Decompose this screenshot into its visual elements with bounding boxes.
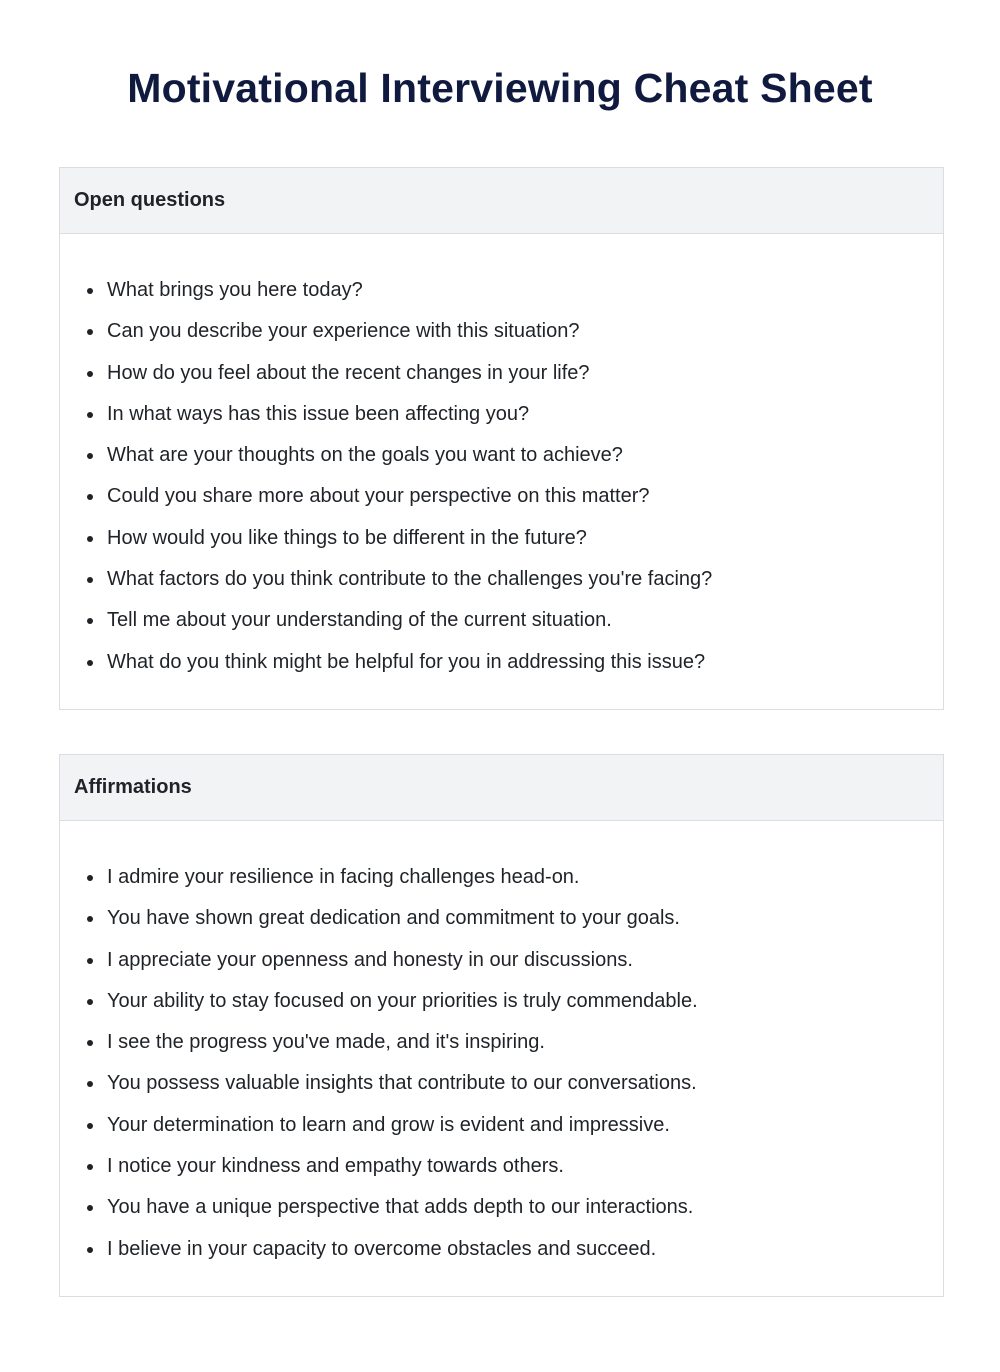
list-item: What do you think might be helpful for you in addressing this issue? — [86, 642, 943, 683]
list-item: Your ability to stay focused on your priorities is truly commendable. — [86, 981, 943, 1022]
list-item: I appreciate your openness and honesty in our discussions. — [86, 940, 943, 981]
list-item: In what ways has this issue been affecting you? — [86, 394, 943, 435]
section-header — [60, 168, 943, 234]
list-item: I admire your resilience in facing challenges head-on. — [86, 857, 943, 898]
list-item: You have a unique perspective that adds depth to our interactions. — [86, 1187, 943, 1228]
page-title: Motivational Interviewing Cheat Sheet — [127, 65, 873, 111]
affirmations-list — [60, 821, 943, 1270]
list-item: You possess valuable insights that contribute to our conversations. — [86, 1063, 943, 1104]
affirmations-section — [59, 754, 944, 1297]
list-item: Your determination to learn and grow is evident and impressive. — [86, 1105, 943, 1146]
list-item: You have shown great dedication and commitment to your goals. — [86, 898, 943, 939]
open-questions-section — [59, 167, 944, 710]
section-header — [60, 755, 943, 821]
list-item: Could you share more about your perspective on this matter? — [86, 476, 943, 517]
list-item: Tell me about your understanding of the current situation. — [86, 600, 943, 641]
section-title: Open questions — [74, 189, 226, 211]
open-questions-list — [60, 234, 943, 683]
list-item: Can you describe your experience with this situation? — [86, 311, 943, 352]
list-item: I see the progress you've made, and it's inspiring. — [86, 1022, 943, 1063]
list-item: What factors do you think contribute to the challenges you're facing? — [86, 559, 943, 600]
list-item: How do you feel about the recent changes in your life? — [86, 353, 943, 394]
section-title: Affirmations — [74, 776, 192, 798]
list-item: I believe in your capacity to overcome obstacles and succeed. — [86, 1229, 943, 1270]
list-item: What are your thoughts on the goals you want to achieve? — [86, 435, 943, 476]
list-item: What brings you here today? — [86, 270, 943, 311]
list-item: How would you like things to be different in the future? — [86, 518, 943, 559]
list-item: I notice your kindness and empathy towards others. — [86, 1146, 943, 1187]
